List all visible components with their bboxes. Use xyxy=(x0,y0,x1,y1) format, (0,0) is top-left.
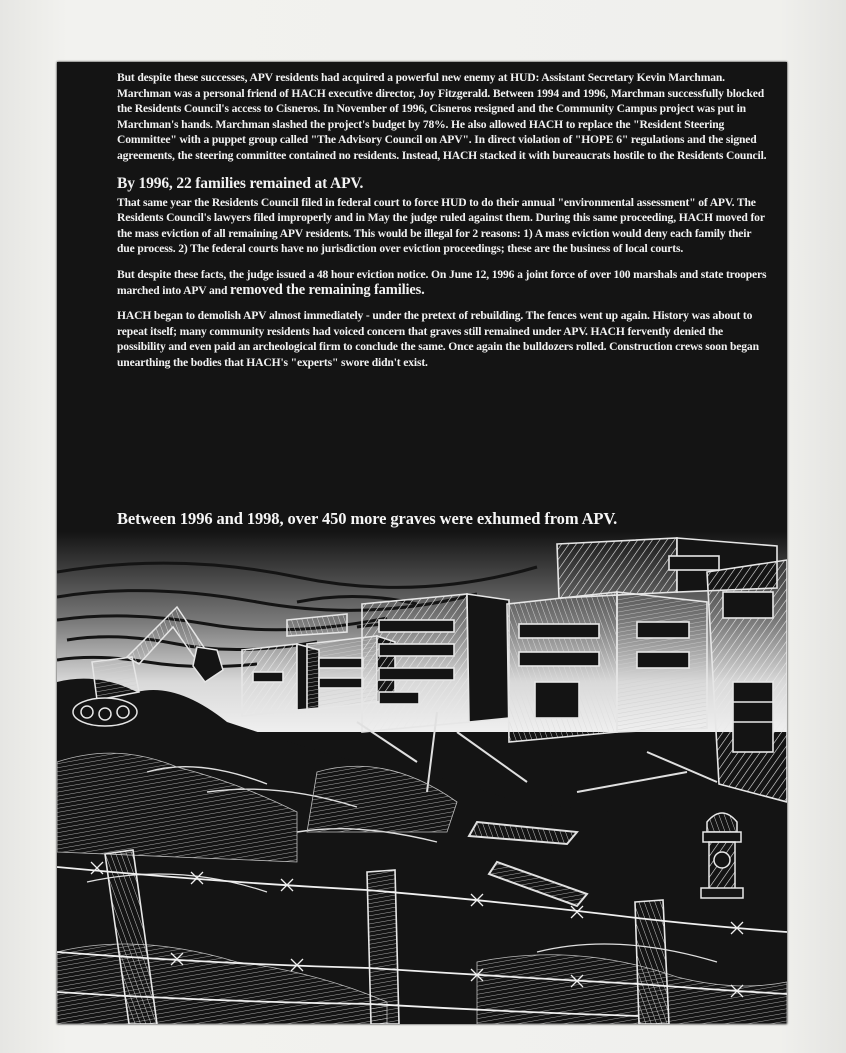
article-text xyxy=(117,70,767,381)
paragraph-marchman: But despite these successes, APV residents had acquired a powerful new enemy at HUD: Assistant Secretary Kevin Marchman. Marchman was a personal friend of HACH executive director, Joy Fitzgerald. Between 1994 and 1996, Marchman successfully blocked the Residents Council's access to Cisneros. In November of 1996, Cisneros resigned and the Community Campus project was put in Marchman's hands. Marchman slashed the project's budget by 78%. He also allowed HACH to replace the "Resident Steering Committee" with a puppet group called "The Advisory Council on APV". In direct violation of "HOPE 6" regulations and the signed agreements, the steering committee contained no residents. Instead, HACH stacked it with bureaucrats hostile to the Residents Council. xyxy=(117,71,767,162)
heading-graves-exhumed: Between 1996 and 1998, over 450 more graves were exhumed from APV. xyxy=(117,509,618,528)
eviction-text: But despite these facts, the judge issued a 48 hour eviction notice. On June 12, 1996 a joint force of over 100 marshals and state troopers marched into APV and xyxy=(117,267,767,297)
eviction-emphasis: removed the remaining families. xyxy=(230,281,425,298)
paragraph-eviction xyxy=(117,267,767,298)
paragraph-federal-court: That same year the Residents Council filed in federal court to force HUD to do their annual "environmental assessment" of APV. The Residents Council's lawyers filed improperly and in May the judge ruled against them. During this same proceeding, HACH moved for the mass eviction of all remaining APV residents. This would be illegal for 2 reasons: 1) A mass eviction would deny each family their due process. 2) The federal courts have no jurisdiction over eviction proceedings; these are the business of local courts. xyxy=(117,195,765,256)
heading-22-families: By 1996, 22 families remained at APV. xyxy=(117,174,364,192)
paragraph-demolition: HACH began to demolish APV almost immediately - under the pretext of rebuilding. The fences went up again. History was about to repeat itself; many community residents had voiced concern that graves still remained under APV. HACH fervently denied the possibility and even paid an archeological firm to conclude the same. Once again the bulldozers rolled. Construction crews soon began unearthing the bodies that HACH's "experts" swore didn't exist. xyxy=(117,309,759,369)
demolition-illustration xyxy=(57,532,787,1024)
building-far-right xyxy=(707,560,787,802)
building-center xyxy=(362,594,509,732)
black-panel xyxy=(57,62,787,1024)
